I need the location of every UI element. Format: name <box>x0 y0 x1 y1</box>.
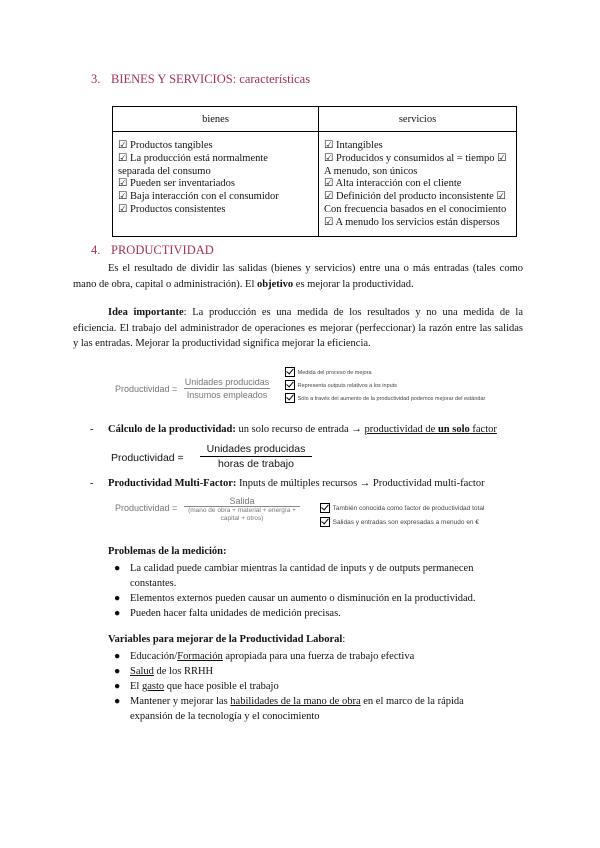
servicios-cell <box>319 132 517 237</box>
single-factor-text: un solo recurso de entrada → <box>235 424 365 435</box>
formula3-lhs: Productividad = <box>115 503 178 513</box>
bullet-icon: ● <box>114 681 121 692</box>
bullet-icon: ● <box>114 593 121 604</box>
list-item-continuation: constantes. <box>130 578 177 589</box>
servicios-line: ☑ Definición del producto inconsistente ☑ <box>324 191 506 203</box>
intro-paragraph <box>73 261 523 292</box>
intro-text: Es el resultado de dividir las salidas (bienes y servicios) entre una o más entradas (tales como mano de obra, capital o administración). El <box>73 263 523 290</box>
variables-list <box>114 649 464 724</box>
item-text: El <box>130 681 142 692</box>
list-item <box>114 664 464 679</box>
multi-factor-text: Inputs de múltiples recursos → Productividad multi-factor <box>236 478 485 489</box>
bienes-line: ☑ Productos consistentes <box>118 203 226 215</box>
dash-marker: - <box>90 478 94 489</box>
bienes-line: separada del consumo <box>118 165 211 177</box>
problems-list <box>114 561 476 621</box>
formula1-denominator: Insumos empleados <box>186 390 268 400</box>
section-number: 4. <box>91 243 101 257</box>
idea-label: Idea importante <box>108 307 184 318</box>
formula3-denominator-2: capital + otros) <box>220 515 264 522</box>
bienes-line: ☑ Pueden ser inventariados <box>118 178 236 190</box>
single-factor-underlined: productividad de <box>364 424 438 435</box>
list-item-continuation: expansión de la tecnología y el conocimiento <box>130 711 320 722</box>
section-3-heading <box>91 72 310 87</box>
variables-title-text: Variables para mejorar de la Productividad Laboral <box>108 634 343 645</box>
bienes-line: ☑ Baja interacción con el consumidor <box>118 191 279 203</box>
note-text: Representa outputs relativos a los inputs <box>297 383 397 389</box>
note-row <box>285 379 485 392</box>
list-item-text: La calidad puede cambiar mientras la cantidad de inputs y de outputs permanecen <box>130 563 474 574</box>
item-text: Mantener y mejorar las <box>130 696 231 707</box>
formula1-numerator: Unidades producidas <box>184 377 270 387</box>
multi-factor-line <box>90 478 485 489</box>
servicios-line: Con frecuencia basados en el conocimiento <box>324 203 507 215</box>
servicios-line: ☑ Intangibles <box>324 140 383 151</box>
header-bienes: bienes <box>113 107 319 132</box>
section-title: BIENES Y SERVICIOS: características <box>111 72 311 86</box>
checkbox-icon <box>285 367 295 377</box>
formula1-notes <box>285 366 485 405</box>
single-factor-label: Cálculo de la productividad: <box>108 424 236 435</box>
bullet-icon: ● <box>114 563 121 574</box>
item-text: de los RRHH <box>153 666 214 677</box>
header-servicios: servicios <box>319 107 517 132</box>
bullet-icon: ● <box>114 608 121 619</box>
servicios-line: A menudo, son únicos <box>324 165 418 177</box>
formula2-numerator: Unidades producidas <box>200 443 312 457</box>
bienes-cell <box>113 132 319 237</box>
formula3-fraction <box>184 496 300 523</box>
formula1-lhs: Productividad = <box>115 384 178 394</box>
bullet-icon: ● <box>114 696 121 707</box>
idea-paragraph <box>73 305 523 352</box>
multi-factor-label: Productividad Multi-Factor: <box>108 478 237 489</box>
list-item <box>114 679 464 694</box>
item-underlined: Formación <box>177 651 223 662</box>
item-underlined: Salud <box>130 666 154 677</box>
item-text: en el marco de la rápida <box>360 696 464 707</box>
formula2-denominator: horas de trabajo <box>218 458 294 470</box>
checkbox-icon <box>320 517 330 527</box>
list-item <box>114 561 476 576</box>
goods-services-table <box>112 106 517 237</box>
note-row <box>320 516 484 530</box>
note-row <box>320 502 484 516</box>
section-4-heading <box>91 243 214 258</box>
servicios-line: ☑ A menudo los servicios están dispersos <box>324 216 500 228</box>
variables-title <box>108 634 345 645</box>
checkbox-icon <box>285 393 295 403</box>
note-text: También conocida como factor de productividad total <box>332 505 485 512</box>
formula3-notes <box>320 502 484 530</box>
bienes-line: ☑ Productos tangibles <box>118 140 213 151</box>
list-item <box>114 694 464 709</box>
servicios-line: ☑ Alta interacción con el cliente <box>324 178 462 190</box>
note-text: Medida del proceso de mejora <box>297 370 372 376</box>
single-factor-underlined-end: factor <box>469 424 497 435</box>
checkbox-icon <box>285 380 295 390</box>
note-row <box>285 366 485 379</box>
formula3-numerator: Salida <box>184 496 300 507</box>
item-underlined: habilidades de la mano de obra <box>230 696 361 707</box>
variables-colon: : <box>342 634 346 645</box>
single-factor-bold: un solo <box>437 424 470 435</box>
item-text: Educación/ <box>130 651 178 662</box>
list-item <box>114 591 476 606</box>
section-title: PRODUCTIVIDAD <box>111 243 214 257</box>
intro-bold: objetivo <box>256 278 294 290</box>
item-underlined: gasto <box>141 681 165 692</box>
dash-marker: - <box>90 424 94 435</box>
note-row <box>285 392 485 405</box>
formula1-fraction <box>184 377 270 400</box>
problems-title: Problemas de la medición: <box>108 546 227 557</box>
bullet-icon: ● <box>114 666 121 677</box>
formula2-lhs: Productividad = <box>111 452 184 464</box>
item-text: apropiada para una fuerza de trabajo efectiva <box>222 651 415 662</box>
list-item-text: Pueden hacer falta unidades de medición precisas. <box>130 608 341 619</box>
checkbox-icon <box>320 503 330 513</box>
single-factor-line <box>90 424 497 435</box>
intro-text-end: es mejorar la productividad. <box>293 278 414 290</box>
bienes-line: ☑ La producción está normalmente <box>118 152 268 164</box>
list-item-text: Elementos externos pueden causar un aumento o disminución en la productividad. <box>130 593 476 604</box>
list-item <box>114 649 464 664</box>
list-item <box>114 606 476 621</box>
idea-text: : La producción es una medida de los resultados y no una medida de la eficiencia. El trabajo del administrador de operaciones es mejorar (perfeccionar) la razón entre las salidas y las entradas. Mejorar la productividad significa mejorar la eficiencia. <box>73 307 523 349</box>
servicios-line: ☑ Producidos y consumidos al = tiempo ☑ <box>324 152 507 164</box>
note-text: Sólo a través del aumento de la productividad podemos mejorar del estándar <box>297 396 486 402</box>
section-number: 3. <box>91 72 101 86</box>
note-text: Salidas y entradas son expresadas a menudo en € <box>332 519 479 526</box>
formula2-fraction <box>200 443 312 470</box>
item-text: que hace posible el trabajo <box>164 681 279 692</box>
bullet-icon: ● <box>114 651 121 662</box>
formula3-denominator-1: (mano de obra + material + energía + <box>188 507 296 514</box>
